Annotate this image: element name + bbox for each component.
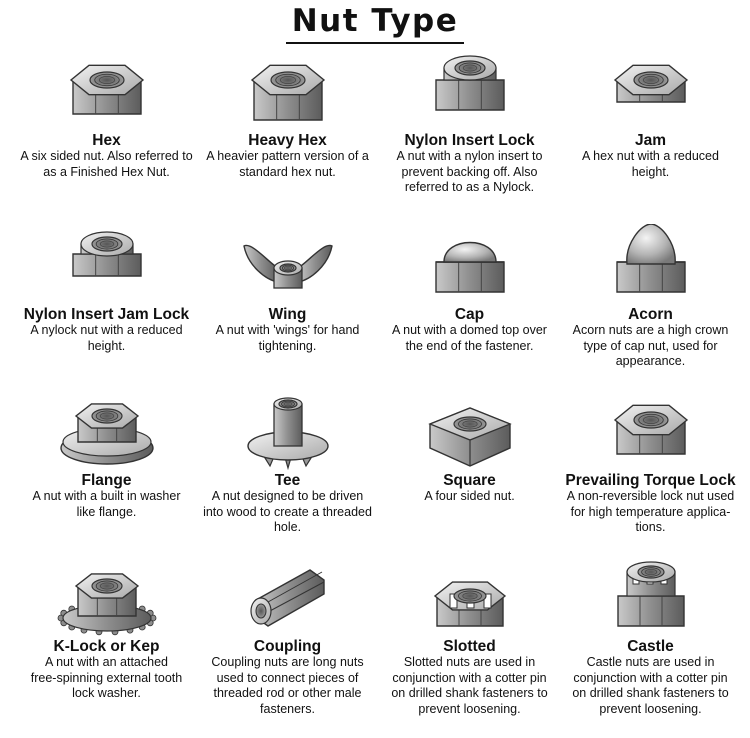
wing-nut-icon: [238, 224, 338, 304]
heavy-hex-nut-icon: [238, 50, 338, 130]
nut-card: [13, 556, 200, 702]
nut-card: [376, 50, 563, 196]
nylon-insert-jam-lock-nut-icon: [57, 224, 157, 304]
nut-description: A nut with a domed top over the end of the fastener.: [392, 323, 547, 353]
hex-nut-icon: [57, 50, 157, 130]
nut-description: Coupling nuts are long nuts used to connect pieces of threaded rod or other male fasteners.: [211, 655, 364, 716]
nut-name: Wing: [268, 306, 307, 323]
nut-description: A non-reversible lock nut used for high temperature applica- tions.: [566, 489, 735, 534]
square-nut-icon: [420, 390, 520, 470]
nut-card: [194, 390, 381, 536]
nut-card: [557, 390, 744, 536]
nut-card: [376, 556, 563, 717]
nut-description: Castle nuts are used in conjunction with a cotter pin on drilled shank fasteners to prevent loosening.: [572, 655, 729, 716]
nut-name: Hex: [92, 132, 121, 149]
nut-name: Heavy Hex: [248, 132, 327, 149]
nut-name: Nylon Insert Jam Lock: [23, 306, 190, 323]
nut-description: A nut with 'wings' for hand tightening.: [215, 323, 360, 353]
nut-name: K-Lock or Kep: [53, 638, 160, 655]
castle-nut-icon: [601, 556, 701, 636]
flange-nut-icon: [57, 390, 157, 470]
nut-description: A nylock nut with a reduced height.: [30, 323, 183, 353]
nut-description: A nut with a built in washer like flange.: [32, 489, 181, 519]
nut-description: Acorn nuts are a high crown type of cap nut, used for appearance.: [572, 323, 729, 368]
nut-name: Slotted: [443, 638, 496, 655]
nut-name: Nylon Insert Lock: [404, 132, 535, 149]
nut-card: [557, 556, 744, 717]
nut-card: [194, 50, 381, 180]
nut-name: Acorn: [628, 306, 673, 323]
nut-card: [557, 50, 744, 180]
nut-description: A six sided nut. Also referred to as a Finished Hex Nut.: [20, 149, 193, 179]
nut-name: Prevailing Torque Lock: [565, 472, 736, 489]
nut-description: A nut with a nylon insert to prevent backing off. Also referred to as a Nylock.: [396, 149, 543, 194]
nut-card: [13, 50, 200, 180]
nut-description: Slotted nuts are used in conjunction with a cotter pin on drilled shank fasteners to prevent loosening.: [391, 655, 548, 716]
nut-card: [194, 224, 381, 354]
nut-description: A hex nut with a reduced height.: [582, 149, 719, 179]
prevailing-torque-lock-nut-icon: [601, 390, 701, 470]
nut-name: Castle: [627, 638, 674, 655]
acorn-nut-icon: [601, 224, 701, 304]
nut-card: [376, 390, 563, 505]
nut-name: Jam: [634, 132, 667, 149]
nut-card: [13, 390, 200, 520]
nut-description: A nut designed to be driven into wood to create a threaded hole.: [203, 489, 372, 534]
nut-name: Coupling: [253, 638, 322, 655]
page-title: Nut Type: [286, 2, 465, 44]
nylon-insert-lock-nut-icon: [420, 50, 520, 130]
nut-description: A heavier pattern version of a standard hex nut.: [206, 149, 369, 179]
jam-nut-icon: [601, 50, 701, 130]
nut-name: Square: [443, 472, 496, 489]
nut-name: Cap: [454, 306, 485, 323]
nut-card: [194, 556, 381, 717]
nut-card: [13, 224, 200, 354]
nut-name: Flange: [81, 472, 132, 489]
k-lock-nut-icon: [57, 556, 157, 636]
coupling-nut-icon: [238, 556, 338, 636]
nut-description: A four sided nut.: [424, 489, 515, 503]
tee-nut-icon: [238, 390, 338, 470]
slotted-nut-icon: [420, 556, 520, 636]
cap-nut-icon: [420, 224, 520, 304]
nut-card: [376, 224, 563, 354]
nut-card: [557, 224, 744, 370]
nut-description: A nut with an attached free-spinning external tooth lock washer.: [30, 655, 183, 700]
nut-name: Tee: [274, 472, 301, 489]
page-title-wrap: [0, 2, 750, 44]
